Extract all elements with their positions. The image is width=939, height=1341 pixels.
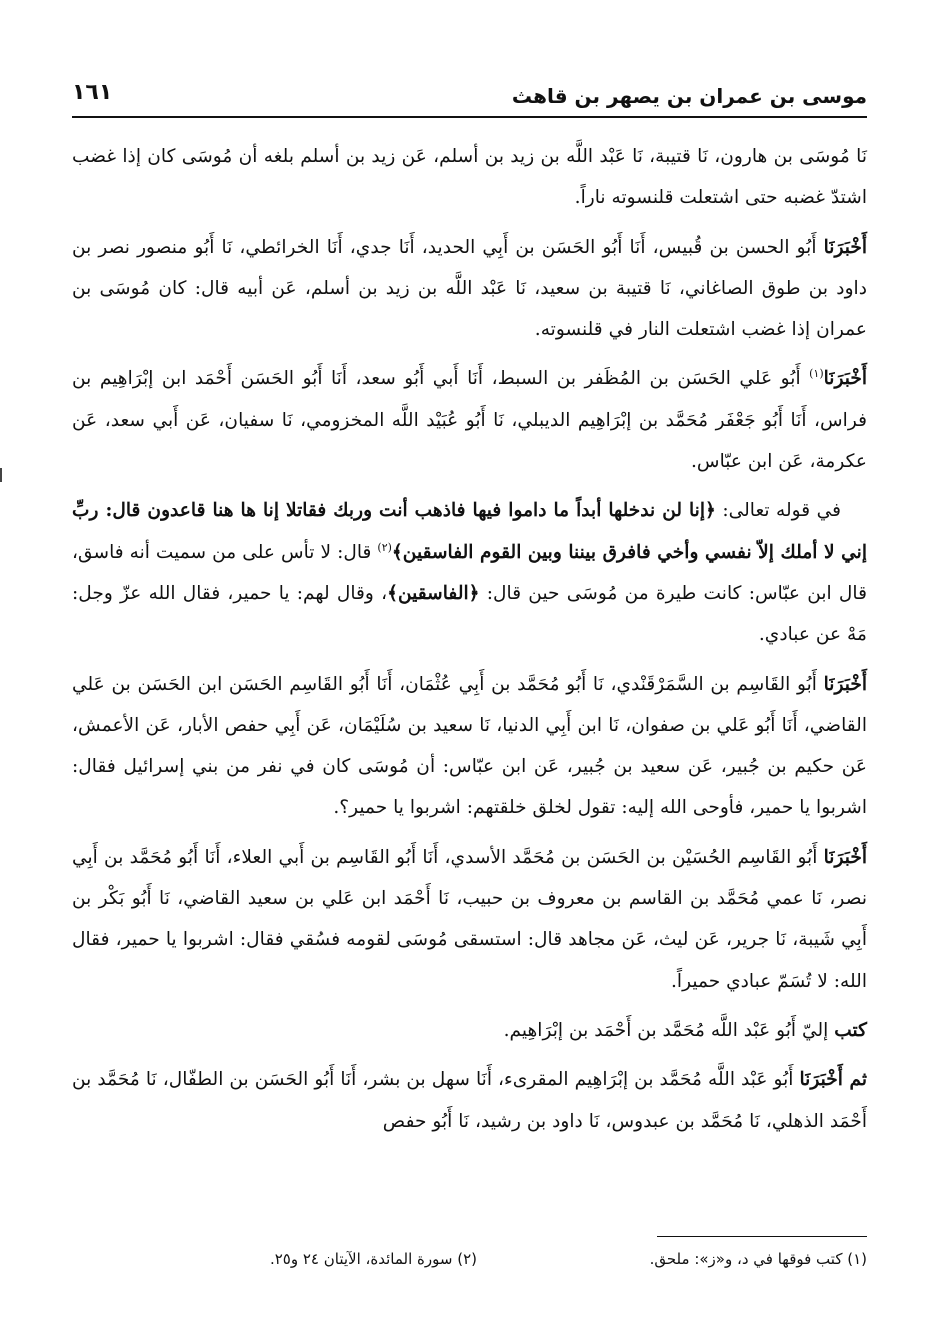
text-run: أَبُو الحسن بن قُبيس، أَنَا أَبُو الحَسَن بن أَبِي الحديد، أَنَا جدي، أَنَا الخرائطي، نَا أَبُو منصور نصر بن داود بن طوق الصاغاني، نَا قتيبة بن سعيد، نَا عَبْد اللَّه بن زيد بن أسلم، عَن أبيه قال: كان مُوسَى بن عمران إذا غضب اشتعلت النار في قلنسوته.: [72, 236, 867, 341]
footnote-separator: [657, 1236, 867, 1237]
text-run: في قوله تعالى:: [715, 500, 841, 522]
paragraph: [72, 227, 867, 351]
bold-run: ثم أَخْبَرَنَا: [799, 1069, 867, 1091]
page-header: [72, 76, 867, 118]
footnote-row: [72, 1250, 867, 1280]
bold-run: أَخْبَرَنَا: [823, 846, 867, 868]
bold-run: كتب: [834, 1019, 867, 1041]
paragraph: [72, 1010, 867, 1051]
text-run: أَبُو عَلي الحَسَن بن المُظَفر بن السبط، أَنَا أَبي أَبُو سعد، أَنَا أَبُو الحَسَن أَحْمَد ابن إبْرَاهِيم بن فراس، أَنَا أَبُو جَعْفَر مُحَمَّد بن إبْرَاهِيم الديبلي، نَا أَبُو عُبَيْد اللَّه المخزومي، نَا سفيان، عَن أَبي سعد، عَن عكرمة، عَن ابن عبّاس.: [72, 368, 867, 473]
footnote-ref: (٢): [377, 540, 392, 554]
footnote-ref: (١): [809, 367, 824, 381]
body-text: [72, 136, 867, 1150]
text-run: نَا مُوسَى بن هارون، نَا قتيبة، نَا عَبْد اللَّه بن زيد بن أسلم، عَن زيد بن أسلم بلغه أن مُوسَى كان إذا غضب اشتدّ غضبه حتى اشتعلت قلنسوته ناراً.: [72, 146, 867, 209]
running-title: موسى بن عمران بن يصهر بن قاهث: [511, 84, 867, 108]
text-run: قال: لا تأس على من سميت أنه فاسق، قال ابن عبّاس: كانت طيرة من مُوسَى حين قال:: [72, 541, 867, 604]
page-number: ١٦١: [72, 80, 113, 105]
footnote-2: (٢) سورة المائدة، الآيتان ٢٤ و٢٥.: [269, 1250, 477, 1268]
paragraph: [72, 358, 867, 482]
bold-run: أَخْبَرَنَا: [823, 236, 867, 258]
text-run: إليّ أَبُو عَبْد اللَّه مُحَمَّد بن أَحْمَد بن إبْرَاهِيم.: [503, 1019, 835, 1041]
scan-edge-mark: [0, 468, 2, 482]
text-run: ، وقال لهم: يا حمير، فقال الله عزّ وجل: مَهْ عن عبادي.: [72, 582, 867, 646]
paragraph: [72, 837, 867, 1002]
paragraph: [72, 664, 867, 829]
text-run: أَبُو عَبْد اللَّه مُحَمَّد بن إبْرَاهِيم المقرىء، أَنَا سهل بن بشر، أَنَا أَبُو الحَسَن بن الطفّال، نَا مُحَمَّد بن أَحْمَد الذهلي، نَا مُحَمَّد بن عبدوس، نَا داود بن رشيد، نَا أَبُو حفص: [72, 1069, 867, 1132]
footnote-1: (١) كتب فوقها في د، و«ز»: ملحق.: [649, 1250, 867, 1268]
text-run: أَبُو القَاسِم الحُسَيْن بن الحَسَن بن مُحَمَّد الأسدي، أَنَا أَبُو القَاسِم بن أَبي العلاء، أَنَا أَبُو مُحَمَّد بن أَبِي نصر، نَا عمي مُحَمَّد بن القاسم بن معروف بن حبيب، نَا أَحْمَد ابن عَلي بن سعيد القاضي، نَا أَبُو بَكْر بن أَبِي شَيبة، نَا جرير، عَن ليث، عَن مجاهد قال: استسقى مُوسَى لقومه فسُقي فقال: اشربوا يا حمير، فقال الله: لا تُسَمّ عبادي حميراً.: [72, 846, 867, 992]
bold-run: أَخْبَرَنَا: [823, 368, 867, 390]
bold-run: ﴿الفاسقين﴾: [387, 582, 480, 604]
bold-run: ﴿إنا لن ندخلها أبداً ما داموا فيها فاذهب أنت وربك فقاتلا إنا ها هنا قاعدون قال: ربِّ إني لا أملك إلاّ نفسي وأخي فافرق بيننا وبين القوم الفاسقين﴾: [72, 500, 868, 563]
paragraph: [72, 1059, 867, 1142]
paragraph: [72, 490, 867, 655]
bold-run: أَخْبَرَنَا: [823, 673, 867, 695]
paragraph: [72, 136, 867, 219]
text-run: أَبُو القَاسِم بن السَّمَرْقَنْدي، نَا أَبُو مُحَمَّد بن أَبِي عُثْمَان، أَنَا أَبُو القَاسِم الحَسَن ابن الحَسَن بن عَلي القاضي، أَنَا أَبُو عَلي بن صفوان، نَا ابن أَبِي الدنيا، نَا سعيد بن سُلَيْمَان، عَن أَبِي حفص الأبار، عَن الأعمش، عَن حكيم بن جُبير، عَن سعيد بن جُبير، عَن ابن عبّاس: أن مُوسَى كان في نفر من بني إسرائيل فقال: اشربوا يا حمير، فأوحى الله إليه: تقول لخلق خلقتهم: اشربوا يا حمير؟.: [72, 673, 867, 819]
